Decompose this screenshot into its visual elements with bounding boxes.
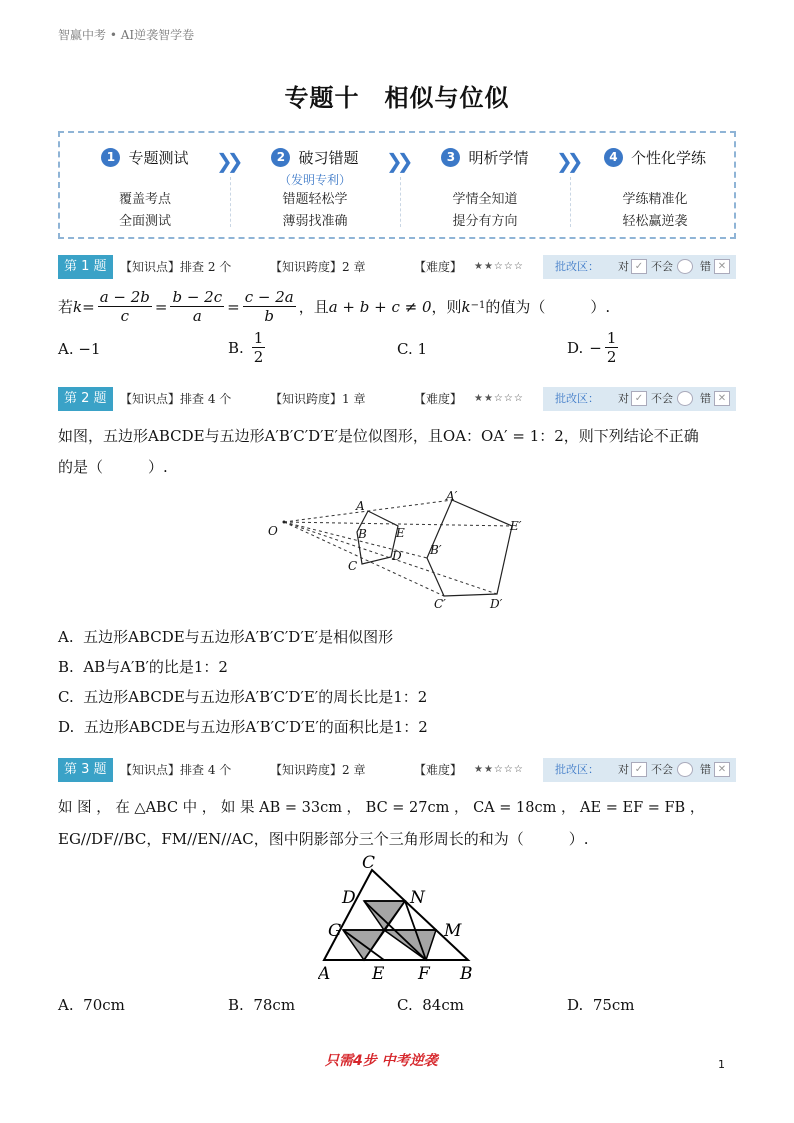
step-sub (400, 171, 570, 185)
chevron-right-icon: ❯❯ (386, 149, 408, 173)
option-label: A. (58, 996, 74, 1014)
question-2-stem-line1: 如图，五边形ABCDE与五边形A′B′C′D′E′是位似图形，且OA：OA′ = 1：2，则下列结论不正确 (58, 427, 699, 445)
review-label: 批改区： (555, 763, 599, 776)
numerator: c − 2a (244, 288, 294, 306)
label-m: M (444, 921, 462, 941)
option-label: A. (58, 628, 74, 646)
option-text: AB与A′B′的比是1：2 (83, 658, 228, 676)
knowledge-span: 【知识跨度】2 章 (270, 763, 366, 777)
option-label: B. (228, 338, 244, 357)
question-3-stem-line1: 如 图 ， 在 △ABC 中 ， 如 果 AB = 33cm ， BC = 27cm ， CA = 18cm ， AE = EF = FB ， (58, 800, 705, 816)
knowledge-points: 【知识点】排查 4 个 (120, 392, 232, 406)
denominator: a (192, 307, 202, 325)
option-c[interactable] (397, 340, 427, 358)
step-line1: 学情全知道 (452, 192, 518, 207)
page-title: 专题十 相似与位似 (284, 84, 510, 112)
steps-panel (58, 131, 736, 239)
step-line2: 全面测试 (118, 214, 171, 229)
chevron-right-icon: ❯❯ (216, 149, 238, 173)
stem-text: ，且 (298, 297, 329, 316)
knowledge-points: 【知识点】排查 4 个 (120, 763, 232, 777)
homothety-figure (262, 488, 532, 616)
step-number: 4 (604, 148, 623, 167)
stem-text: 的值为（ ）. (485, 297, 611, 316)
stem-var: k (73, 297, 83, 316)
review-label: 批改区： (555, 260, 599, 273)
question-number: 第 2 题 (58, 387, 113, 411)
question-1-bar (58, 255, 736, 279)
option-b[interactable] (228, 996, 295, 1014)
stem-var: k (461, 297, 471, 316)
review-wrong-label: 错 (700, 260, 711, 273)
option-c[interactable] (58, 686, 427, 707)
unknown-toggle[interactable] (677, 391, 693, 406)
option-b[interactable] (58, 656, 228, 677)
option-a[interactable] (58, 626, 393, 647)
option-c[interactable] (397, 996, 464, 1014)
unknown-toggle[interactable] (677, 259, 693, 274)
question-number: 第 3 题 (58, 758, 113, 782)
label-e-prime: E′ (510, 519, 522, 533)
review-unknown-label: 不会 (651, 260, 673, 273)
step-sub: （发明专利） (278, 173, 351, 187)
stem-text: 若 (58, 297, 74, 316)
option-label: B. (228, 996, 244, 1014)
step-line2: 提分有方向 (452, 214, 518, 229)
check-icon[interactable]: ✓ (631, 762, 647, 777)
label-e: E (396, 526, 405, 540)
label-g: G (328, 921, 342, 941)
option-label: C. (397, 340, 413, 358)
label-f: F (418, 964, 430, 983)
question-3-bar (58, 758, 736, 782)
option-label: C. (58, 688, 74, 706)
denominator: c (120, 307, 129, 325)
cross-icon[interactable]: ✕ (714, 762, 730, 777)
label-e: E (372, 964, 385, 983)
difficulty-label: 【难度】 (414, 392, 463, 406)
step-sub (60, 171, 230, 185)
label-d-prime: D′ (490, 597, 503, 611)
option-d[interactable] (58, 716, 428, 737)
question-number: 第 1 题 (58, 255, 113, 279)
step-title: 明析学情 (468, 149, 529, 167)
stem-eq: = (82, 297, 95, 316)
cross-icon[interactable]: ✕ (714, 391, 730, 406)
review-area (543, 758, 736, 782)
difficulty-label: 【难度】 (414, 763, 463, 777)
label-n: N (410, 888, 425, 908)
step-1 (60, 147, 230, 229)
chevron-right-icon: ❯❯ (556, 149, 578, 173)
step-line2: 轻松赢逆袭 (622, 214, 688, 229)
review-right-label: 对 (618, 763, 629, 776)
step-3 (400, 147, 570, 229)
option-text: 78cm (253, 996, 296, 1014)
option-text: 84cm (422, 996, 464, 1014)
step-sub (570, 171, 740, 185)
label-c: C (362, 853, 376, 873)
review-right-label: 对 (618, 392, 629, 405)
step-line1: 覆盖考点 (118, 192, 171, 207)
step-2 (230, 147, 400, 229)
footer-logo: 只需4步 中考逆袭 (325, 1053, 438, 1069)
cross-icon[interactable]: ✕ (714, 259, 730, 274)
numerator: 1 (253, 329, 264, 347)
step-line1: 错题轻松学 (282, 192, 348, 207)
fraction (98, 288, 152, 325)
step-title: 个性化学练 (630, 149, 706, 167)
question-1-stem (58, 288, 610, 325)
stem-math: a + b + c ≠ 0 (328, 297, 432, 316)
question-2-bar (58, 387, 736, 411)
option-text: 五边形ABCDE与五边形A′B′C′D′E′的周长比是1：2 (83, 688, 428, 706)
option-sign: − (589, 338, 602, 357)
option-text: −1 (78, 340, 101, 358)
option-b[interactable] (228, 329, 268, 366)
option-text: 70cm (83, 996, 125, 1014)
difficulty-label: 【难度】 (414, 260, 463, 274)
step-line2: 薄弱找准确 (282, 214, 348, 229)
numerator: 1 (606, 329, 617, 347)
review-wrong-label: 错 (700, 392, 711, 405)
denominator: 2 (253, 348, 264, 366)
label-d: D (392, 549, 402, 563)
option-label: D. (567, 996, 584, 1014)
stem-eq: = (154, 297, 168, 316)
step-number: 1 (101, 148, 120, 167)
header-brand: 智赢中考 • AI逆袭智学卷 (58, 28, 195, 42)
label-a-prime: A′ (446, 489, 458, 503)
check-icon[interactable]: ✓ (631, 391, 647, 406)
knowledge-span: 【知识跨度】1 章 (270, 392, 366, 406)
label-b-prime: B′ (430, 543, 442, 557)
question-2-stem-line2: 的是（ ）. (58, 458, 168, 476)
option-a[interactable] (58, 340, 101, 358)
option-label: A. (58, 340, 74, 358)
review-right-label: 对 (618, 260, 629, 273)
question-3-stem-line2: EG//DF//BC，FM//EN//AC，图中阴影部分三个三角形周长的和为（ ）. (58, 830, 589, 848)
review-area (543, 387, 736, 411)
review-label: 批改区： (555, 392, 599, 405)
denominator: 2 (606, 348, 617, 366)
review-area (543, 255, 736, 279)
knowledge-points: 【知识点】排查 2 个 (120, 260, 232, 274)
review-wrong-label: 错 (700, 763, 711, 776)
label-o: O (268, 524, 278, 538)
fraction (605, 329, 619, 366)
option-text: 五边形ABCDE与五边形A′B′C′D′E′的面积比是1：2 (83, 718, 428, 736)
step-title: 专题测试 (128, 149, 189, 167)
step-line1: 学练精准化 (622, 192, 688, 207)
label-a: A (318, 964, 331, 983)
step-number: 2 (271, 148, 290, 167)
page-number: 1 (718, 1058, 725, 1071)
step-number: 3 (441, 148, 460, 167)
fraction (170, 288, 224, 325)
label-b: B (460, 964, 473, 983)
label-d: D (342, 888, 356, 908)
step-title: 破习错题 (298, 149, 359, 167)
stem-exponent: −1 (470, 300, 486, 311)
check-icon[interactable]: ✓ (631, 259, 647, 274)
difficulty-stars: ★★☆☆☆ (474, 261, 524, 272)
option-d[interactable] (567, 996, 635, 1014)
option-label: C. (397, 996, 413, 1014)
option-text: 五边形ABCDE与五边形A′B′C′D′E′是相似图形 (83, 628, 394, 646)
stem-eq: = (227, 297, 240, 316)
review-unknown-label: 不会 (651, 763, 673, 776)
option-text: 1 (417, 340, 428, 358)
label-c-prime: C′ (434, 597, 446, 611)
denominator: b (264, 307, 274, 325)
option-label: D. (567, 338, 584, 357)
knowledge-span: 【知识跨度】2 章 (270, 260, 366, 274)
label-b: B (358, 527, 367, 541)
stem-text: ，则 (431, 297, 462, 316)
option-label: B. (58, 658, 74, 676)
unknown-toggle[interactable] (677, 762, 693, 777)
numerator: a − 2b (99, 288, 150, 306)
step-4 (570, 147, 740, 229)
review-unknown-label: 不会 (651, 392, 673, 405)
option-d[interactable] (567, 329, 621, 366)
triangle-figure (318, 848, 488, 983)
label-c: C (348, 559, 358, 573)
option-a[interactable] (58, 996, 125, 1014)
option-text: 75cm (592, 996, 635, 1014)
option-label: D. (58, 718, 75, 736)
difficulty-stars: ★★☆☆☆ (474, 764, 524, 775)
numerator: b − 2c (172, 288, 223, 306)
fraction (243, 288, 296, 325)
fraction (252, 329, 266, 366)
label-a: A (356, 499, 365, 513)
difficulty-stars: ★★☆☆☆ (474, 393, 524, 404)
